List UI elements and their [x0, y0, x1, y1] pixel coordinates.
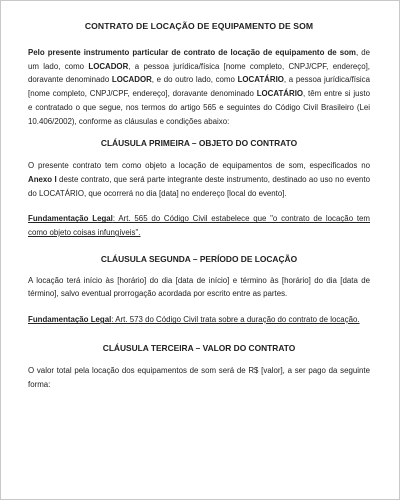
legal-basis-label: Fundamentação Legal	[28, 315, 112, 325]
intro-bold-lead: Pelo presente instrumento particular de contrato de locação de equipamento de som	[28, 48, 356, 57]
clause-2-title: CLÁUSULA SEGUNDA – PERÍODO DE LOCAÇÃO	[100, 253, 298, 264]
page-border-top	[0, 0, 400, 1]
locatario-term: LOCATÁRIO	[237, 75, 284, 85]
document-title: CONTRATO DE LOCAÇÃO DE EQUIPAMENTO DE SOM	[84, 21, 314, 31]
clause-1-title: CLÁUSULA PRIMEIRA – OBJETO DO CONTRATO	[100, 138, 298, 149]
clause-2-paragraph: A locação terá início às [horário] do dia [data de início] e término às [horário] do dia [data de término], salvo eventual prorrogação acordada por escrito entre as partes.	[28, 275, 370, 299]
clause-1-legal-basis: Fundamentação Legal: Art. 565 do Código Civil estabelece que "o contrato de locação tem como objeto coisas infungíveis".	[28, 214, 370, 238]
legal-basis-label: Fundamentação Legal	[28, 214, 113, 224]
clause-1-paragraph: O presente contrato tem como objeto a locação de equipamentos de som, especificados no Anexo I deste contrato, que será parte integrante deste instrumento, destinado ao uso no evento do LOCATÁRIO, que ocorrerá no dia [data] no endereço [local do evento].	[28, 161, 371, 198]
annex-reference: Anexo I	[28, 174, 57, 184]
clause-3-paragraph: O valor total pela locação dos equipamentos de som será de R$ [valor], a ser pago da seguinte forma:	[28, 365, 370, 389]
locador-term: LOCADOR	[88, 61, 129, 71]
locador-term: LOCADOR	[111, 75, 152, 85]
clause-2-legal-basis: Fundamentação Legal: Art. 573 do Código Civil trata sobre a duração do contrato de locação.	[28, 315, 360, 325]
document-content	[28, 10, 370, 391]
intro-paragraph: Pelo presente instrumento particular de contrato de locação de equipamento de som, de um lado, como LOCADOR, a pessoa jurídica/física [nome completo, CNPJ/CPF, endereço], doravante denominado LOCADOR, e do outro lado, como LOCATÁRIO, a pessoa jurídica/física [nome completo, CNPJ/CPF, endereço], doravante denominado LOCATÁRIO, têm entre si justo e contratado o que segue, nos termos do artigo 565 e seguintes do Código Civil Brasileiro (Lei 10.406/2002), conforme as cláusulas e condições abaixo:	[28, 48, 370, 126]
clause-3-title: CLÁUSULA TERCEIRA – VALOR DO CONTRATO	[102, 342, 296, 353]
locatario-term: LOCATÁRIO	[256, 89, 304, 99]
page-border-left	[0, 0, 1, 500]
